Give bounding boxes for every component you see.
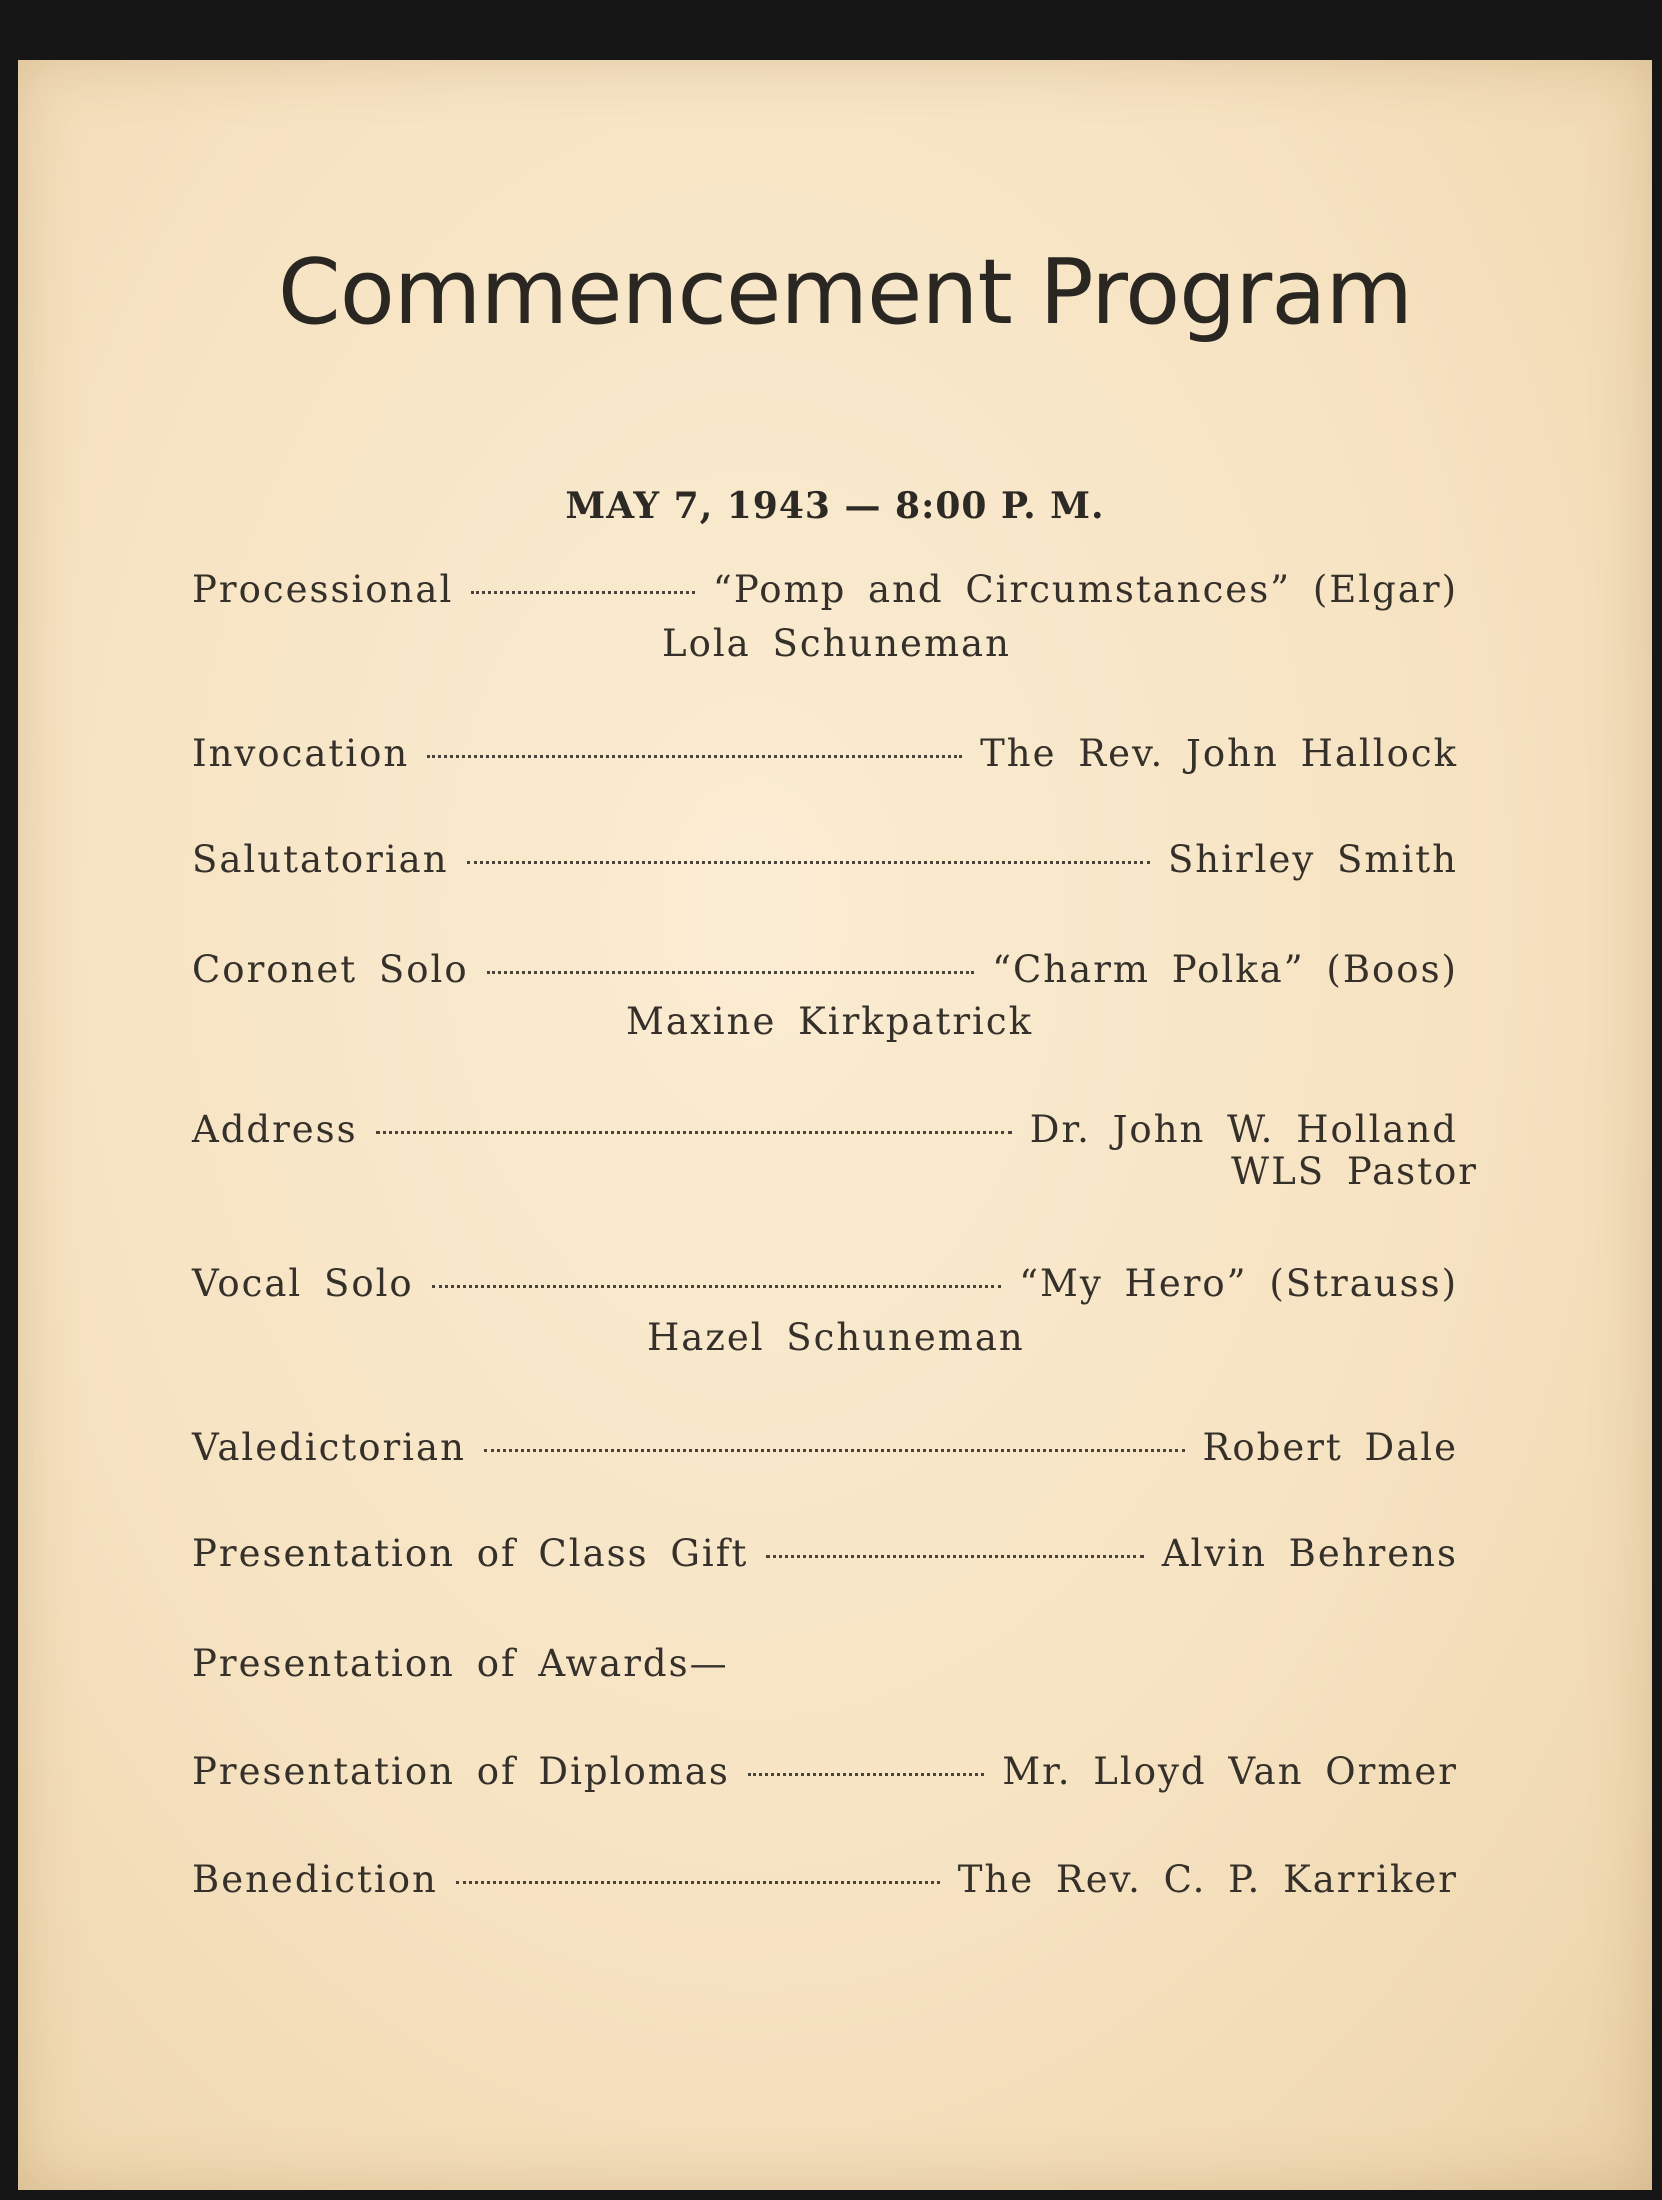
program-item-vocal-solo <box>192 1262 1458 1305</box>
program-title: Commencement Program <box>277 240 1413 345</box>
program-item-performer: Hazel Schuneman <box>647 1316 1025 1359</box>
leader-dots <box>432 1285 1001 1288</box>
program-item-value: The Rev. C. P. Karriker <box>957 1858 1458 1901</box>
program-dateline: MAY 7, 1943 — 8:00 P. M. <box>565 485 1105 527</box>
program-item-value: “Charm Polka” (Boos) <box>992 948 1458 991</box>
program-item-value: “Pomp and Circumstances” (Elgar) <box>712 568 1458 611</box>
program-item-value: Shirley Smith <box>1167 838 1458 881</box>
leader-dots <box>376 1131 1012 1134</box>
program-item-value: “My Hero” (Strauss) <box>1019 1262 1458 1305</box>
program-item-value: Dr. John W. Holland <box>1029 1108 1458 1151</box>
program-item-benediction <box>192 1858 1458 1901</box>
program-item-label: Benediction <box>192 1858 438 1901</box>
program-item-value: Alvin Behrens <box>1161 1532 1458 1575</box>
leader-dots <box>427 755 962 758</box>
program-item-label: Salutatorian <box>192 838 449 881</box>
leader-dots <box>748 1773 984 1776</box>
leader-dots <box>467 861 1150 864</box>
program-item-awards <box>192 1642 1458 1685</box>
program-item-subtitle: WLS Pastor <box>1231 1150 1478 1193</box>
program-item-class-gift <box>192 1532 1458 1575</box>
leader-dots <box>484 1449 1185 1452</box>
program-item-performer: Lola Schuneman <box>662 622 1011 665</box>
program-item-address <box>192 1108 1458 1151</box>
program-item-diplomas <box>192 1750 1458 1793</box>
program-item-label: Presentation of Diplomas <box>192 1750 730 1793</box>
program-item-value: The Rev. John Hallock <box>980 732 1458 775</box>
program-item-label: Presentation of Class Gift <box>192 1532 749 1575</box>
program-item-label: Vocal Solo <box>192 1262 414 1305</box>
program-item-label: Valedictorian <box>192 1426 466 1469</box>
program-item-label: Coronet Solo <box>192 948 469 991</box>
program-item-processional <box>192 568 1458 611</box>
program-item-performer: Maxine Kirkpatrick <box>626 1000 1033 1043</box>
program-item-valedictorian <box>192 1426 1458 1469</box>
program-item-salutatorian <box>192 838 1458 881</box>
leader-dots <box>456 1881 940 1884</box>
program-item-value: Robert Dale <box>1202 1426 1458 1469</box>
program-item-value: Mr. Lloyd Van Ormer <box>1002 1750 1458 1793</box>
program-item-invocation <box>192 732 1458 775</box>
program-item-label: Invocation <box>192 732 410 775</box>
program-item-label: Presentation of Awards— <box>192 1642 729 1685</box>
program-item-label: Processional <box>192 568 454 611</box>
leader-dots <box>487 971 974 974</box>
leader-dots <box>471 591 695 594</box>
program-item-coronet-solo <box>192 948 1458 991</box>
program-item-label: Address <box>192 1108 358 1151</box>
leader-dots <box>766 1555 1143 1558</box>
